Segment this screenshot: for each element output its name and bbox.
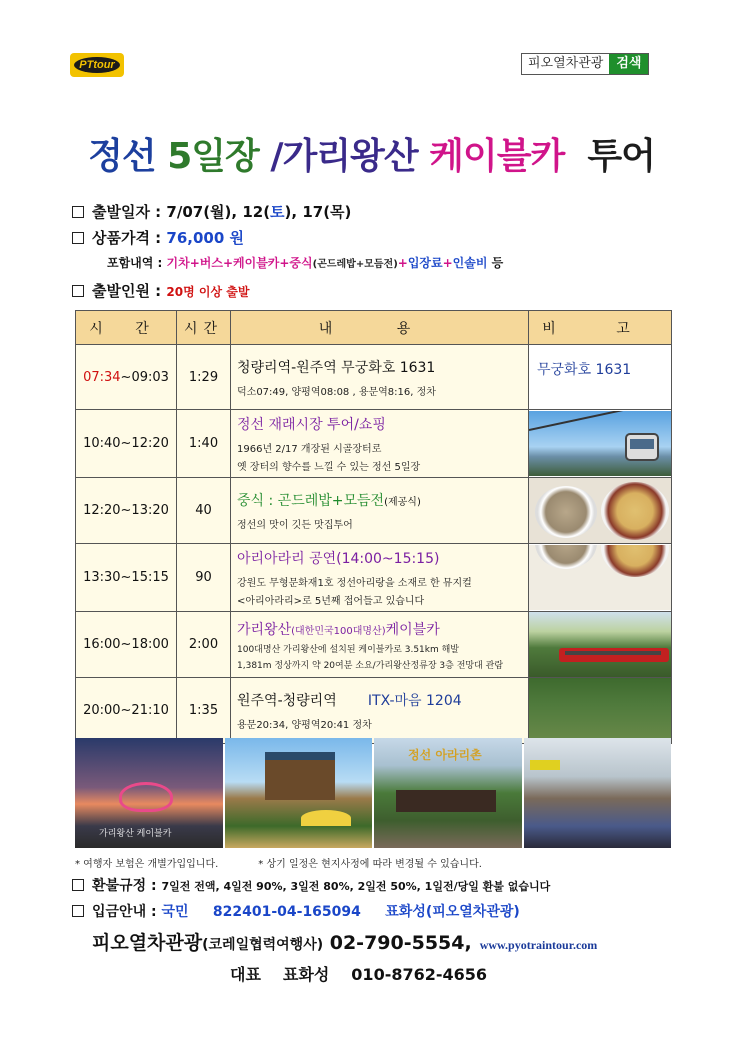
price-value: 76,000 원: [166, 229, 245, 247]
cablecar-label: 케이블카: [385, 621, 440, 638]
route: 원주역-청량리역: [237, 693, 337, 709]
included-items: [107, 254, 503, 271]
include-c: +: [397, 256, 408, 270]
representative: [230, 962, 509, 985]
title-part-5iljang: 5일장: [167, 136, 271, 177]
row-time: 10:40~12:20: [76, 410, 177, 478]
company-website[interactable]: www.pyotraintour.com: [479, 938, 598, 952]
gondrebap-bowl: [535, 486, 597, 538]
header-content: 내 용: [231, 311, 529, 345]
departure-a: 7/07(월), 12(: [166, 203, 271, 221]
mountain-name: 가리왕산: [237, 621, 292, 638]
refund-value: 7일전 전액, 4일전 90%, 3일전 80%, 2일전 50%, 1일전/당일 환불 없습니다: [161, 880, 551, 893]
lunch-provided: (제공식): [384, 497, 421, 508]
gondrebap-bowl: [535, 545, 597, 569]
row-duration: 1:35: [177, 678, 231, 744]
content-sub: 1966년 2/17 개장된 시골장터로: [237, 444, 382, 455]
table-row: [76, 612, 672, 678]
row-content: [231, 612, 529, 678]
row-content: [231, 544, 529, 612]
people-value: 20명 이상 출발: [166, 285, 250, 299]
logo-badge: [74, 57, 120, 73]
checkbox-icon: [72, 206, 84, 218]
content-sub: 100대명산 가리왕산에 설치된 케이블카로 3.51km 해발: [237, 644, 459, 655]
checkbox-icon: [72, 905, 84, 917]
rep-label: 대표: [230, 965, 261, 984]
row-content: [231, 345, 529, 410]
content-main: 정선 재래시장 투어/쇼핑: [237, 417, 386, 433]
include-e: +: [442, 256, 453, 270]
bank-account: 822401-04-165094: [212, 904, 361, 920]
content-sub2: <아리아라리>로 5년째 접어들고 있습니다: [237, 596, 425, 607]
cablecar-icon: [625, 433, 659, 461]
train-photo-continued: [529, 678, 671, 743]
content-sub: 용문20:34, 양평역20:41 정차: [237, 720, 372, 731]
content-sub: 정선의 맛이 깃든 맛집투어: [237, 520, 353, 531]
refund-policy: [72, 875, 550, 895]
rep-name: 표화성: [282, 965, 330, 984]
search-box[interactable]: [521, 53, 649, 75]
table-row: [76, 410, 672, 478]
departure-label: 출발일자 :: [92, 203, 167, 221]
row-note: [529, 544, 672, 612]
content-main: 아리아라리 공연(14:00~15:15): [237, 551, 440, 567]
row-note: [529, 478, 672, 544]
title-part-cablecar: 케이블카: [429, 136, 565, 177]
table-header-row: [76, 311, 672, 345]
content-sub: 강원도 무형문화재1호 정선아리랑을 소재로 한 뮤지컬: [237, 578, 472, 589]
note-train: 무궁화호 1631: [537, 362, 632, 378]
departure-c: ), 17(목): [284, 203, 352, 221]
header-time: 시 간: [76, 311, 177, 345]
header-duration: 시간: [177, 311, 231, 345]
photo-caption: 가리왕산 케이블카: [99, 829, 172, 839]
schedule-table: [75, 310, 671, 736]
cablecar-photo: [529, 411, 671, 476]
departure-dates: [72, 201, 351, 222]
company-type: (코레일협력여행사): [202, 937, 324, 953]
row-duration: 1:40: [177, 410, 231, 478]
heart-icon: [119, 782, 173, 812]
row-content: [231, 410, 529, 478]
photo-heart-sunset: [75, 738, 223, 848]
hanok-roof-icon: [396, 790, 496, 812]
gate-icon: [265, 752, 335, 800]
photo-ararichon: [374, 738, 522, 848]
include-f: 인솔비: [452, 256, 488, 270]
product-price: [72, 227, 244, 248]
search-button[interactable]: 검색: [609, 54, 648, 74]
company-info: [92, 928, 597, 955]
note-insurance: * 여행자 보험은 개별가입입니다.: [75, 859, 219, 870]
include-b: (곤드레밥+모듬전): [312, 259, 398, 270]
sign-icon: [530, 760, 560, 770]
photo-strip: [75, 738, 671, 848]
time-highlight: 07:34: [83, 369, 121, 385]
row-time: 16:00~18:00: [76, 612, 177, 678]
row-note: [529, 678, 672, 744]
itx-train: ITX-마음 1204: [367, 693, 462, 709]
notes: [75, 855, 482, 870]
bank-holder: 표화성(피오열차관광): [385, 904, 520, 920]
company-phone[interactable]: 02-790-5554,: [323, 932, 472, 954]
payment-info: [72, 901, 520, 921]
include-g: 등: [487, 256, 504, 270]
company-logo: [70, 53, 124, 77]
row-note: [529, 345, 672, 410]
header-note: 비 고: [529, 311, 672, 345]
umbrella-icon: [301, 810, 351, 826]
content-sub2: 1,381m 정상까지 약 20여분 소요/가리왕산정류장 3층 전망대 관람: [237, 660, 504, 671]
row-duration: 90: [177, 544, 231, 612]
row-time: 12:20~13:20: [76, 478, 177, 544]
content-main: [237, 619, 522, 639]
table-row: [76, 478, 672, 544]
train-photo: [529, 612, 671, 677]
row-duration: 40: [177, 478, 231, 544]
company-name: 피오열차관광: [92, 932, 203, 954]
checkbox-icon: [72, 232, 84, 244]
rep-phone[interactable]: 010-8762-4656: [351, 965, 488, 984]
refund-label: 환불규정 :: [92, 878, 162, 894]
departure-people: [72, 280, 249, 301]
row-duration: 1:29: [177, 345, 231, 410]
row-time: [76, 345, 177, 410]
include-d: 입장료: [407, 256, 443, 270]
jeon-dish: [601, 545, 669, 577]
note-change: * 상기 일정은 현지사정에 따라 변경될 수 있습니다.: [258, 859, 482, 870]
people-label: 출발인원 :: [92, 282, 167, 300]
row-note: [529, 612, 672, 678]
bank-label: 입금안내 :: [92, 904, 162, 920]
row-time: 20:00~21:10: [76, 678, 177, 744]
jeon-dish: [601, 482, 669, 540]
content-main: 청량리역-원주역 무궁화호 1631: [237, 359, 436, 376]
page-title: [0, 128, 743, 179]
title-part-gariwangsan: /가리왕산: [270, 136, 430, 177]
time-rest: ~09:03: [120, 369, 169, 385]
food-photo-continued: [529, 545, 671, 610]
train-icon: [559, 648, 669, 662]
include-a: 기차+버스+케이블카+중식: [166, 256, 313, 270]
include-label: 포함내역 :: [107, 256, 167, 270]
title-part-jeongseon: 정선: [88, 136, 168, 177]
table-row: [76, 678, 672, 744]
row-note: [529, 410, 672, 478]
row-time: 13:30~15:15: [76, 544, 177, 612]
title-part-tour: 투어: [587, 136, 655, 177]
table-row: [76, 345, 672, 410]
checkbox-icon: [72, 879, 84, 891]
price-label: 상품가격 :: [92, 229, 167, 247]
departure-saturday: 토: [270, 203, 285, 221]
checkbox-icon: [72, 285, 84, 297]
bank-name: 국민: [161, 904, 189, 920]
food-photo: [529, 478, 671, 543]
content-sub2: 옛 장터의 향수를 느낄 수 있는 정선 5일장: [237, 462, 421, 473]
row-content: [231, 678, 529, 744]
content-main: [237, 490, 522, 510]
row-duration: 2:00: [177, 612, 231, 678]
table-row: [76, 544, 672, 612]
photo-market-gate: [225, 738, 373, 848]
lunch-title: 중식 : 곤드레밥+모듬전: [237, 493, 385, 509]
logo-text: PTtour: [79, 59, 115, 71]
mountain-rank: (대한민국100대명산): [291, 625, 386, 637]
photo-caption: 정선 아라리촌: [408, 748, 482, 762]
content-main: [237, 690, 522, 710]
row-content: [231, 478, 529, 544]
photo-market-crowd: [524, 738, 672, 848]
search-keyword[interactable]: 피오열차관광: [522, 54, 609, 74]
content-sub: 덕소07:49, 양평역08:08 , 용문역8:16, 정차: [237, 386, 436, 398]
